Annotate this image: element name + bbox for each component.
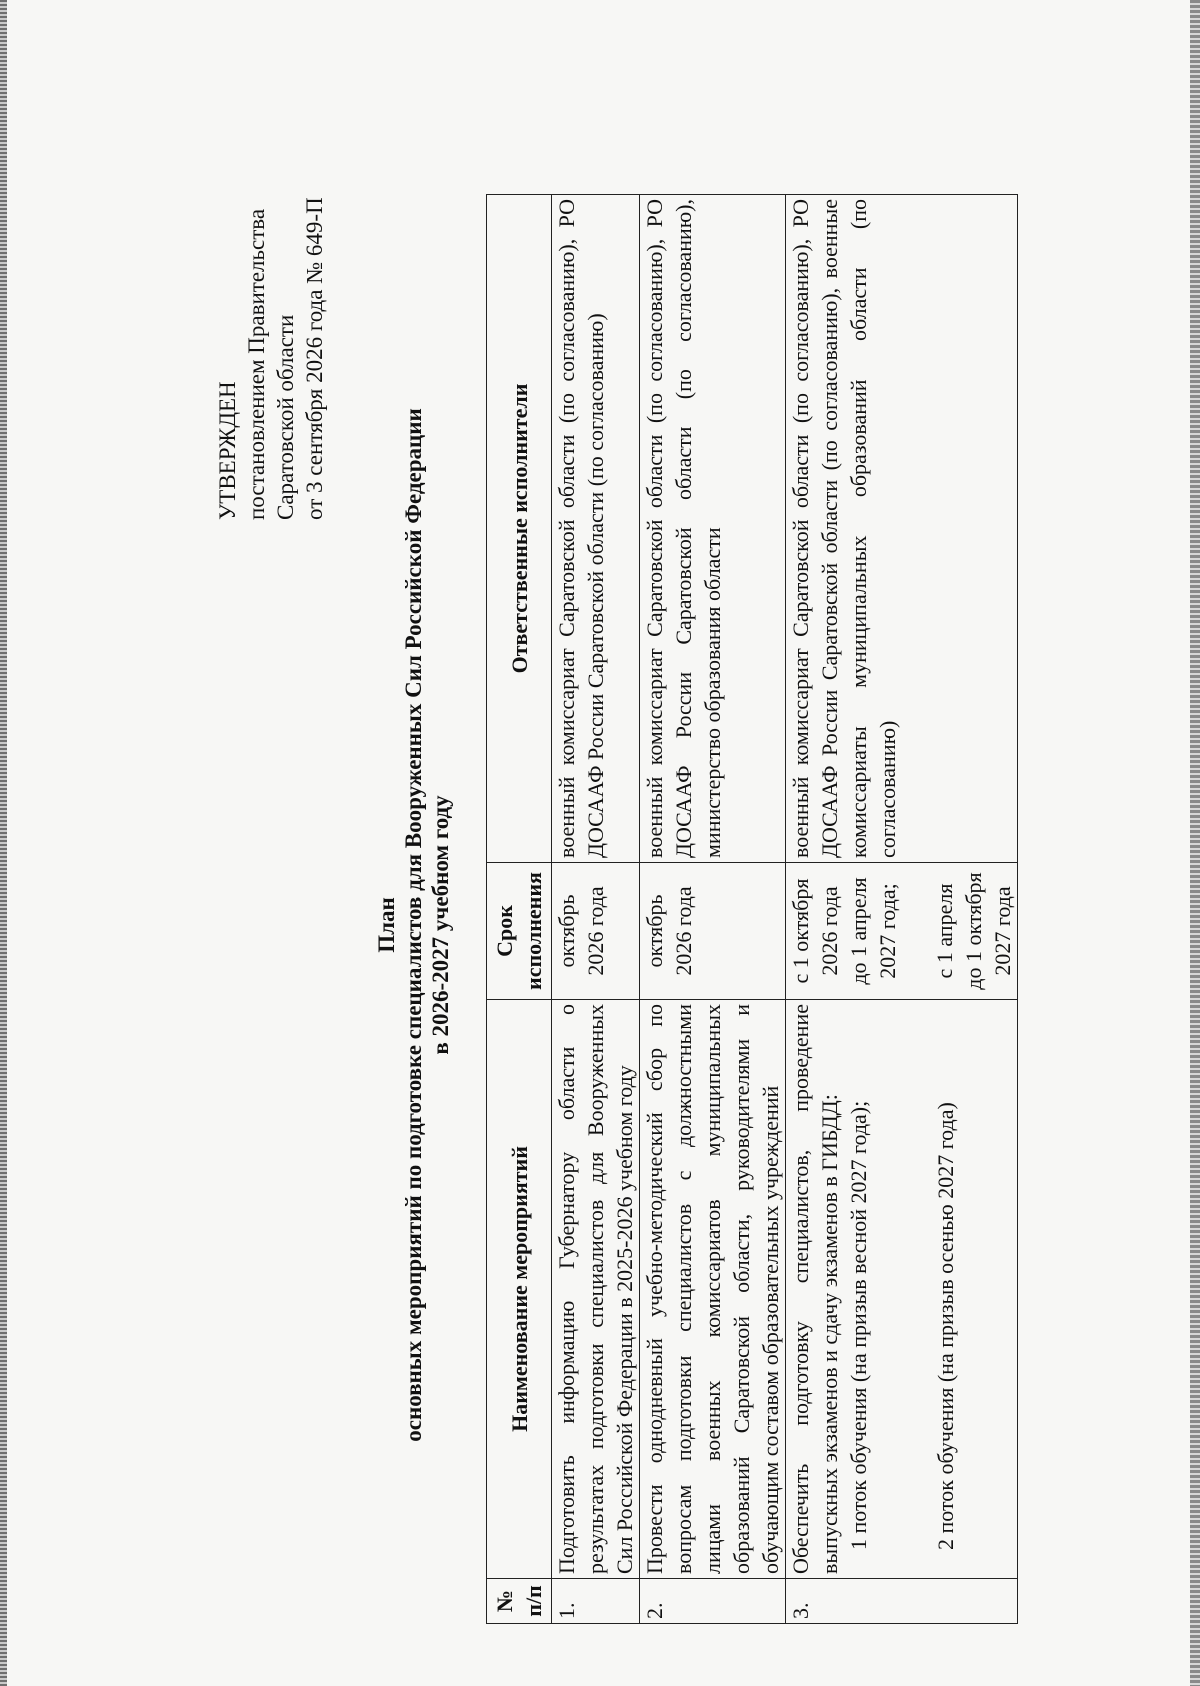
header-term xyxy=(487,863,552,1000)
row-name: Провести однодневный учебно-методический сбор по вопросам подготовки специалистов с должностными лицами военных комиссариатов муниципальных образований Саратовской области, руководителями и обучающим составом образовательных учреждений xyxy=(640,1000,786,1579)
header-term-bottom: исполнения xyxy=(521,872,546,990)
approval-line-3: Саратовской области xyxy=(273,314,298,520)
approval-line-1: УТВЕРЖДЕН xyxy=(215,381,240,520)
row-name: Подготовить информацию Губернатору области о результатах подготовки специалистов для Вооруженных Сил Российской Федерации в 2025-2026 учебном году xyxy=(552,1000,640,1579)
scan-edge-left xyxy=(0,0,7,1686)
table-header-row xyxy=(487,195,552,1624)
approval-line-2: постановлением Правительства xyxy=(244,208,269,520)
header-term-top: Срок xyxy=(492,905,517,957)
row-name-main: Обеспечить подготовку специалистов, проведение выпускных экзаменов и сдачу экзаменов в ГИБДД: xyxy=(788,1004,842,1574)
approval-line-4: от 3 сентября 2026 года № 649-П xyxy=(302,197,327,520)
row-term xyxy=(786,863,1018,1000)
term-line: октябрь xyxy=(642,894,667,968)
title-line-3: в 2026-2027 учебном году xyxy=(428,795,453,1055)
document-title xyxy=(373,350,454,1500)
row-responsible: военный комиссариат Саратовской области (по согласованию), РО ДОСААФ России Саратовской области (по согласованию), министерство образования области xyxy=(640,195,786,863)
table-row xyxy=(786,195,1018,1624)
scan-edge-right xyxy=(1190,0,1200,1686)
term-line: 2026 года xyxy=(671,886,696,976)
row-number: 3. xyxy=(786,1579,1018,1624)
row-responsible: военный комиссариат Саратовской области (по согласованию), РО ДОСААФ России Саратовской области (по согласованию) xyxy=(552,195,640,863)
term-line: 2027 года xyxy=(990,886,1015,976)
row-responsible: военный комиссариат Саратовской области (по согласованию), РО ДОСААФ России Саратовской области (по согласованию), военные комиссариаты муниципальных образований области (по согласованию) xyxy=(786,195,1018,863)
rotated-document xyxy=(28,30,1108,1630)
title-line-1: План xyxy=(374,897,399,953)
plan-table xyxy=(486,194,1018,1624)
header-name: Наименование мероприятий xyxy=(487,1000,552,1579)
row-term xyxy=(640,863,786,1000)
table-row xyxy=(552,195,640,1624)
row-number: 1. xyxy=(552,1579,640,1624)
row-name xyxy=(786,1000,1018,1579)
header-number xyxy=(487,1579,552,1624)
term-line: 2027 года; xyxy=(875,883,900,979)
row-name-spacer xyxy=(873,1004,931,1574)
row-name-stream-2: 2 поток обучения (на призыв осенью 2027 года) xyxy=(933,1102,958,1550)
term-line: с 1 октября xyxy=(788,878,813,984)
term-line: с 1 апреля xyxy=(932,883,957,979)
term-line: 2026 года xyxy=(583,886,608,976)
row-number: 2. xyxy=(640,1579,786,1624)
table-row xyxy=(640,195,786,1624)
approval-stamp xyxy=(213,197,329,520)
term-line: 2026 года xyxy=(817,886,842,976)
header-responsible: Ответственные исполнители xyxy=(487,195,552,863)
term-spacer xyxy=(902,867,930,995)
term-line: до 1 октября xyxy=(961,872,986,990)
row-name-stream-1: 1 поток обучения (на призыв весной 2027 года); xyxy=(846,1100,871,1550)
term-line: октябрь xyxy=(554,894,579,968)
title-line-2: основных мероприятий по подготовке специалистов для Вооруженных Сил Российской Федерации xyxy=(401,408,426,1442)
header-number-top: № xyxy=(492,1589,517,1613)
header-number-bottom: п/п xyxy=(521,1585,546,1617)
row-term xyxy=(552,863,640,1000)
term-line: до 1 апреля xyxy=(846,877,871,985)
